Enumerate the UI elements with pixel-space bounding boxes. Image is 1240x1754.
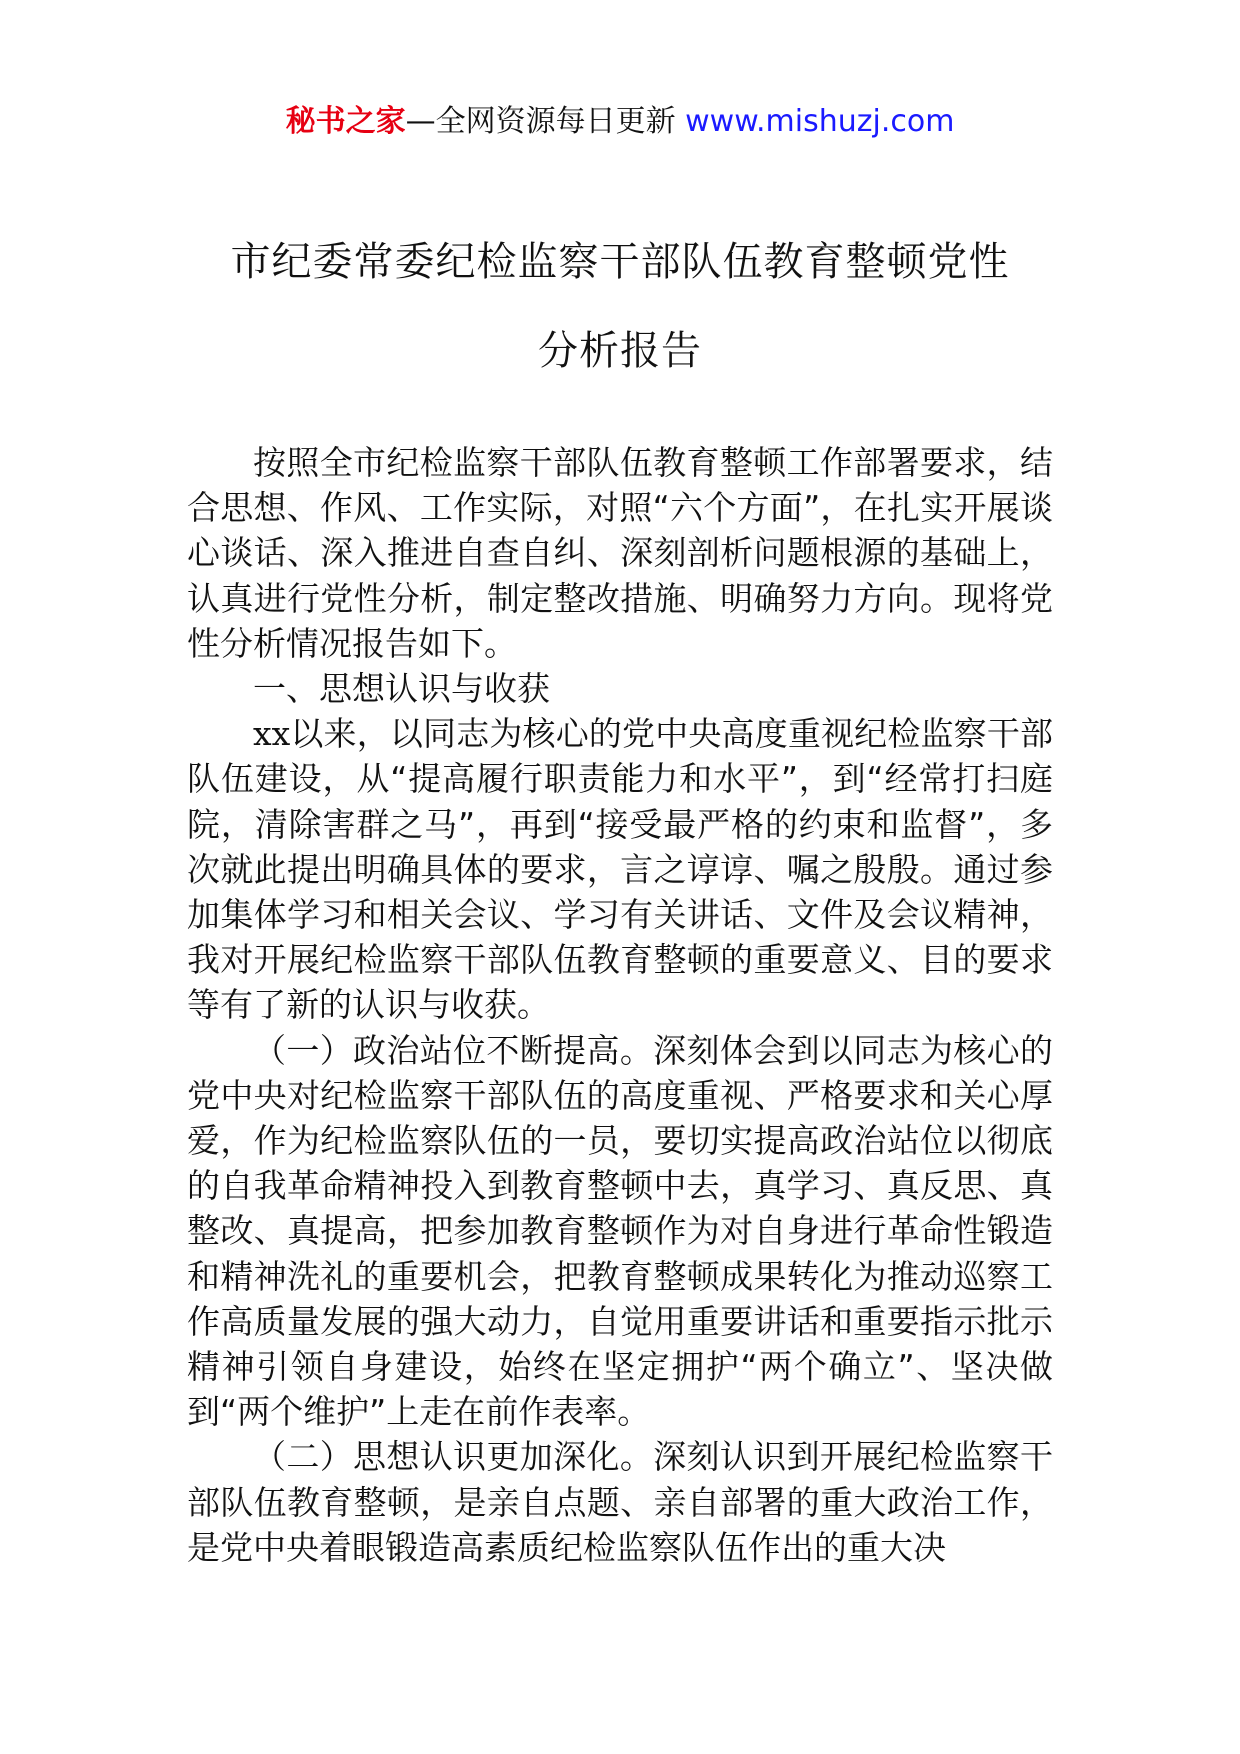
section-heading-1: 一、思想认识与收获 — [253, 669, 550, 709]
site-url[interactable]: www.mishuzj.com — [685, 104, 955, 139]
paragraph-section-1 — [187, 711, 1053, 1027]
paragraph-lead-text: xx — [253, 714, 291, 754]
site-tagline: —全网资源每日更新 — [405, 104, 686, 139]
site-header — [0, 100, 1240, 144]
paragraph-section-1-text: 以来，以同志为核心的党中央高度重视纪检监察干部队伍建设，从“提高履行职责能力和水平”，到“经常打扫庭院，清除害群之马”，再到“接受最严格的约束和监督”，多次就此提出明确具体的要求，言之谆谆、嘱之殷殷。通过参加集体学习和相关会议、学习有关讲话、文件及会议精神，我对开展纪检监察干部队伍教育整顿的重要意义、目的要求等有了新的认识与收获。 — [187, 714, 1053, 1025]
document-title-line-2: 分析报告 — [538, 328, 702, 374]
site-brand: 秘书之家 — [285, 104, 406, 139]
paragraph-political-stance: （一）政治站位不断提高。深刻体会到以同志为核心的党中央对纪检监察干部队伍的高度重视、严格要求和关心厚爱，作为纪检监察队伍的一员，要切实提高政治站位以彻底的自我革命精神投入到教育整顿中去，真学习、真反思、真整改、真提高，把参加教育整顿作为对自身进行革命性锻造和精神洗礼的重要机会，把教育整顿成果转化为推动巡察工作高质量发展的强大动力，自觉用重要讲话和重要指示批示精神引领自身建设，始终在坚定拥护“两个确立”、坚决做到“两个维护”上走在前作表率。 — [187, 1030, 1053, 1432]
document-title-line-1: 市纪委常委纪检监察干部队伍教育整顿党性 — [230, 239, 1010, 285]
paragraph-ideological-understanding: （二）思想认识更加深化。深刻认识到开展纪检监察干部队伍教育整顿，是亲自点题、亲自部署的重大政治工作，是党中央着眼锻造高素质纪检监察队伍作出的重大决 — [187, 1437, 1053, 1567]
document-body — [187, 440, 1053, 1570]
paragraph-intro: 按照全市纪检监察干部队伍教育整顿工作部署要求，结合思想、作风、工作实际，对照“六个方面”，在扎实开展谈心谈话、深入推进自查自纠、深刻剖析问题根源的基础上，认真进行党性分析，制定整改措施、明确努力方向。现将党性分析情况报告如下。 — [187, 443, 1053, 663]
